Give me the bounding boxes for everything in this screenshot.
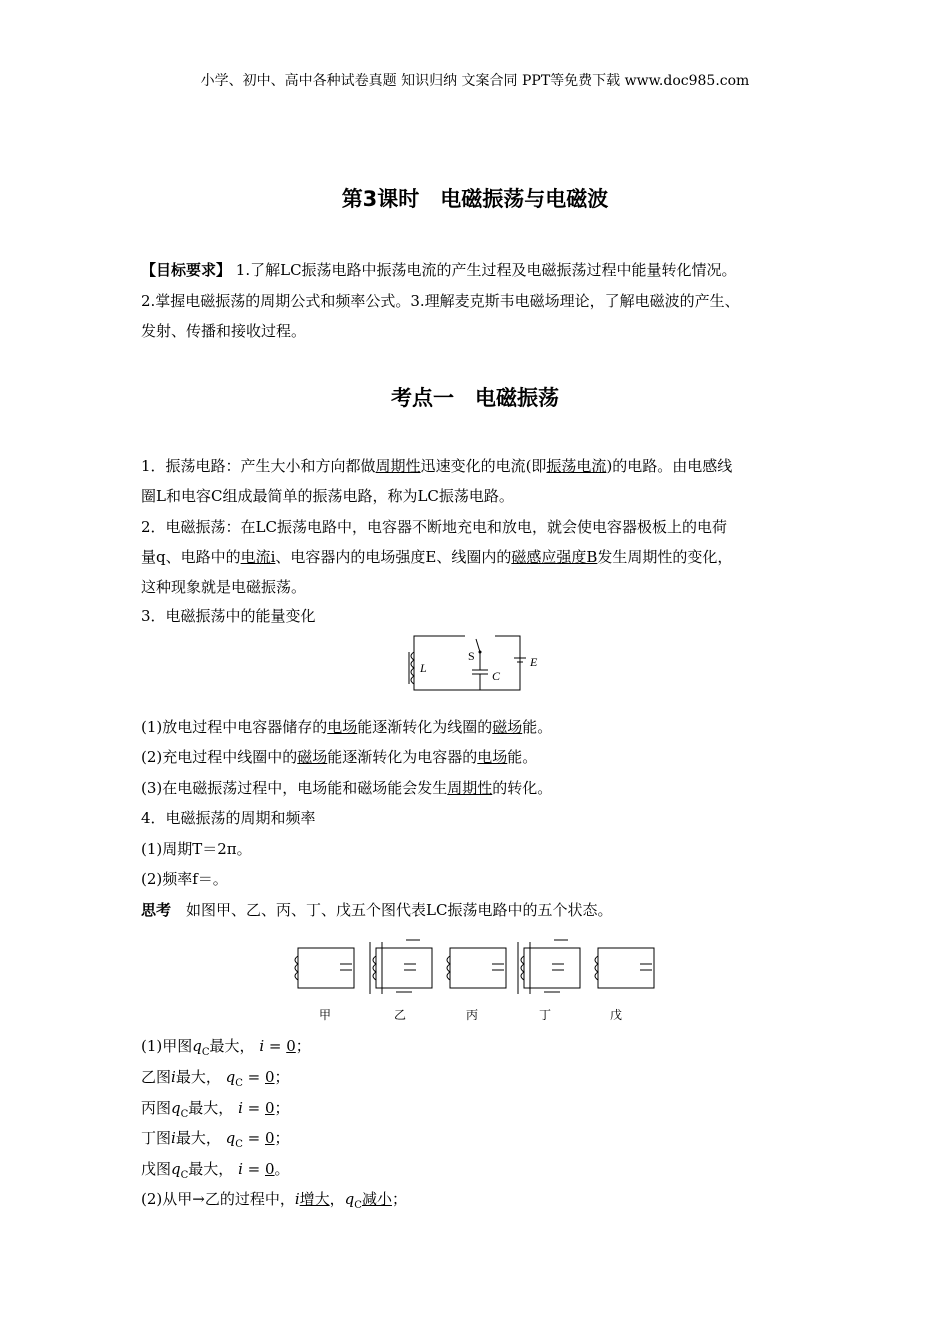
state-bing-circuit: [447, 948, 506, 988]
inductor-label: L: [420, 661, 427, 675]
answer-blank: 0: [265, 1068, 275, 1086]
p2-line-2: 量q、电路中的电流i、电容器内的电场强度E、线圈内的磁感应强度B发生周期性的变化，: [141, 548, 733, 566]
answer-blank: 电场: [477, 748, 508, 766]
goals-text-1: 1.了解LC振荡电路中振荡电流的产生过程及电磁振荡过程中能量转化情况。: [235, 261, 737, 279]
state-jia-circuit: [295, 948, 354, 988]
goals-line-2: 2.掌握电磁振荡的周期公式和频率公式。3.理解麦克斯韦电磁场理论，了解电磁波的产生、: [141, 292, 740, 310]
fig-label-yi: 乙: [394, 1008, 407, 1022]
p4-heading: 4．电磁振荡的周期和频率: [141, 809, 316, 827]
energy-line-3: (3)在电磁振荡过程中，电场能和磁场能会发生周期性的转化。: [141, 779, 553, 797]
answer-blank: 磁场: [297, 748, 328, 766]
answer-blank: 磁感应强度B: [511, 548, 598, 566]
frequency-formula: (2)频率f＝。: [141, 870, 228, 888]
answer-line-3: 丙图$q_C$最大， i = 0；: [141, 1099, 290, 1120]
p2-line-1: 2．电磁振荡：在LC振荡电路中，电容器不断地充电和放电，就会使电容器极板上的电荷: [141, 518, 727, 536]
answer-blank: 0: [265, 1160, 275, 1178]
fig-label-ding: 丁: [539, 1008, 552, 1022]
state-ding-circuit: [518, 940, 580, 994]
state-yi-circuit: [370, 940, 432, 994]
p1-line-2: 圈L和电容C组成最简单的振荡电路，称为LC振荡电路。: [141, 487, 514, 505]
lc-circuit-diagram: [400, 630, 560, 698]
answer-blank: 0: [286, 1037, 296, 1055]
energy-line-2: (2)充电过程中线圈中的磁场能逐渐转化为电容器的电场能。: [141, 748, 538, 766]
goals-label: 【目标要求】: [141, 261, 232, 279]
answer-blank: 磁场: [492, 718, 523, 736]
think-prompt: 思考 如图甲、乙、丙、丁、戊五个图代表LC振荡电路中的五个状态。: [141, 901, 613, 919]
answer-blank: 电场: [327, 718, 358, 736]
page-header: 小学、初中、高中各种试卷真题 知识归纳 文案合同 PPT等免费下载 www.doc985.com: [200, 73, 750, 89]
answer-blank: 周期性: [447, 779, 493, 797]
switch-label: S: [468, 649, 475, 663]
energy-line-1: (1)放电过程中电容器储存的电场能逐渐转化为线圈的磁场能。: [141, 718, 553, 736]
p2-line-3: 这种现象就是电磁振荡。: [141, 578, 307, 596]
battery-label: E: [530, 655, 538, 669]
answer-blank: 0: [265, 1129, 275, 1147]
p1-line-1: 1．振荡电路：产生大小和方向都做周期性迅速变化的电流(即振荡电流)的电路。由电感线: [141, 457, 733, 475]
goals-line-1: [141, 259, 737, 280]
answer-blank: 振荡电流: [546, 457, 607, 475]
five-states-figure: [290, 928, 670, 998]
answer-line-1: (1)甲图$q_C$最大， i = 0；: [141, 1037, 311, 1058]
p3-heading: 3．电磁振荡中的能量变化: [141, 607, 316, 625]
capacitor-label: C: [492, 669, 501, 683]
answer-blank: 0: [265, 1099, 275, 1117]
goals-line-3: 发射、传播和接收过程。: [141, 322, 307, 340]
answer-blank: 增大: [299, 1190, 330, 1208]
period-formula: (1)周期T＝2π。: [141, 840, 252, 858]
think-label: 思考: [141, 901, 172, 919]
answer-line-6: (2)从甲→乙的过程中，i增大，$q_C$减小；: [141, 1190, 407, 1211]
fig-label-jia: 甲: [319, 1008, 332, 1022]
answer-blank: 周期性: [375, 457, 421, 475]
answer-line-2: 乙图i最大， $q_C = 0$；: [141, 1068, 290, 1089]
answer-blank: 减小: [361, 1190, 392, 1208]
lesson-title: 第3课时 电磁振荡与电磁波: [341, 187, 609, 211]
state-wu-circuit: [595, 948, 654, 988]
answer-line-4: 丁图i最大， $q_C = 0$；: [141, 1129, 290, 1150]
section-heading: 考点一 电磁振荡: [391, 386, 559, 410]
answer-blank: 电流i: [240, 548, 276, 566]
fig-label-bing: 丙: [466, 1008, 479, 1022]
fig-label-wu: 戊: [610, 1008, 623, 1022]
answer-line-5: 戊图$q_C$最大， i = 0。: [141, 1160, 290, 1181]
